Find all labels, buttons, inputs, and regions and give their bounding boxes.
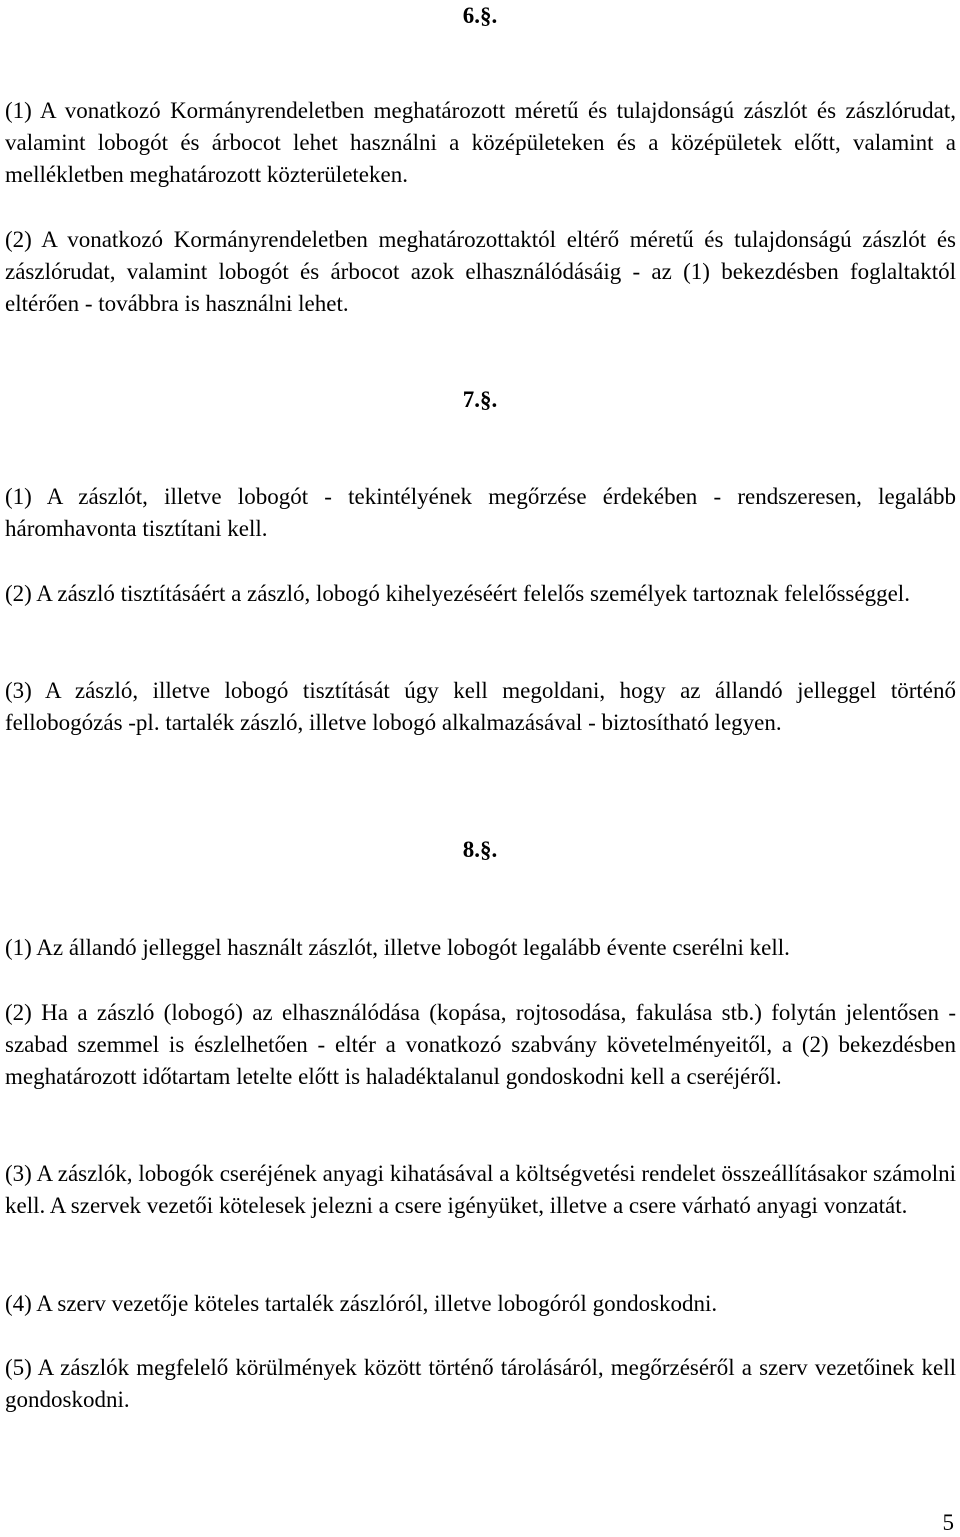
section-7-paragraph-1: (1) A zászlót, illetve lobogót - tekintélyének megőrzése érdekében - rendszeresen, legalább háromhavonta tisztítani kell. [5, 484, 956, 541]
section-8-paragraph-3: (3) A zászlók, lobogók cseréjének anyagi kihatásával a költségvetési rendelet összeállításakor számolni kell. A szervek vezetői kötelesek jelezni a csere igényüket, illetve a csere várható anyagi vonzatát. [5, 1161, 956, 1218]
section-8-paragraph-1: (1) Az állandó jelleggel használt zászlót, illetve lobogót legalább évente cserélni kell. [5, 935, 790, 960]
section-7-paragraph-2: (2) A zászló tisztításáért a zászló, lobogó kihelyezéséért felelős személyek tartoznak felelősséggel. [5, 581, 910, 606]
section-heading-6: 6.§. [462, 3, 498, 28]
section-6-paragraph-1: (1) A vonatkozó Kormányrendeletben meghatározott méretű és tulajdonságú zászlót és zászlórudat, valamint lobogót és árbocot lehet használni a középületeken és a középületek előtt, valamint a mellékletben meghatározott közterületeken. [5, 98, 956, 187]
section-8-paragraph-4: (4) A szerv vezetője köteles tartalék zászlóról, illetve lobogóról gondoskodni. [5, 1291, 718, 1316]
section-heading-7: 7.§. [462, 387, 498, 412]
section-7-paragraph-3: (3) A zászló, illetve lobogó tisztítását úgy kell megoldani, hogy az állandó jelleggel történő fellobogózás -pl. tartalék zászló, illetve lobogó alkalmazásával - biztosítható legyen. [5, 678, 956, 735]
section-8-paragraph-2: (2) Ha a zászló (lobogó) az elhasználódása (kopása, rojtosodása, fakulása stb.) folytán jelentősen - szabad szemmel is észlelhetően - eltér a vonatkozó szabvány követelményeitől, a (2) bekezdésben meghatározott időtartam letelte előtt is haladéktalanul gondoskodni kell a cseréjéről. [5, 1000, 956, 1089]
section-heading-8: 8.§. [462, 837, 498, 862]
page-number: 5 [942, 1510, 954, 1535]
section-6-paragraph-2: (2) A vonatkozó Kormányrendeletben meghatározottaktól eltérő méretű és tulajdonságú zászlót és zászlórudat, valamint lobogót és árbocot azok elhasználódásáig - az (1) bekezdésben foglaltaktól eltérően - továbbra is használni lehet. [5, 227, 956, 316]
section-8-paragraph-5: (5) A zászlók megfelelő körülmények között történő tárolásáról, megőrzéséről a szerv vezetőinek kell gondoskodni. [5, 1355, 956, 1412]
